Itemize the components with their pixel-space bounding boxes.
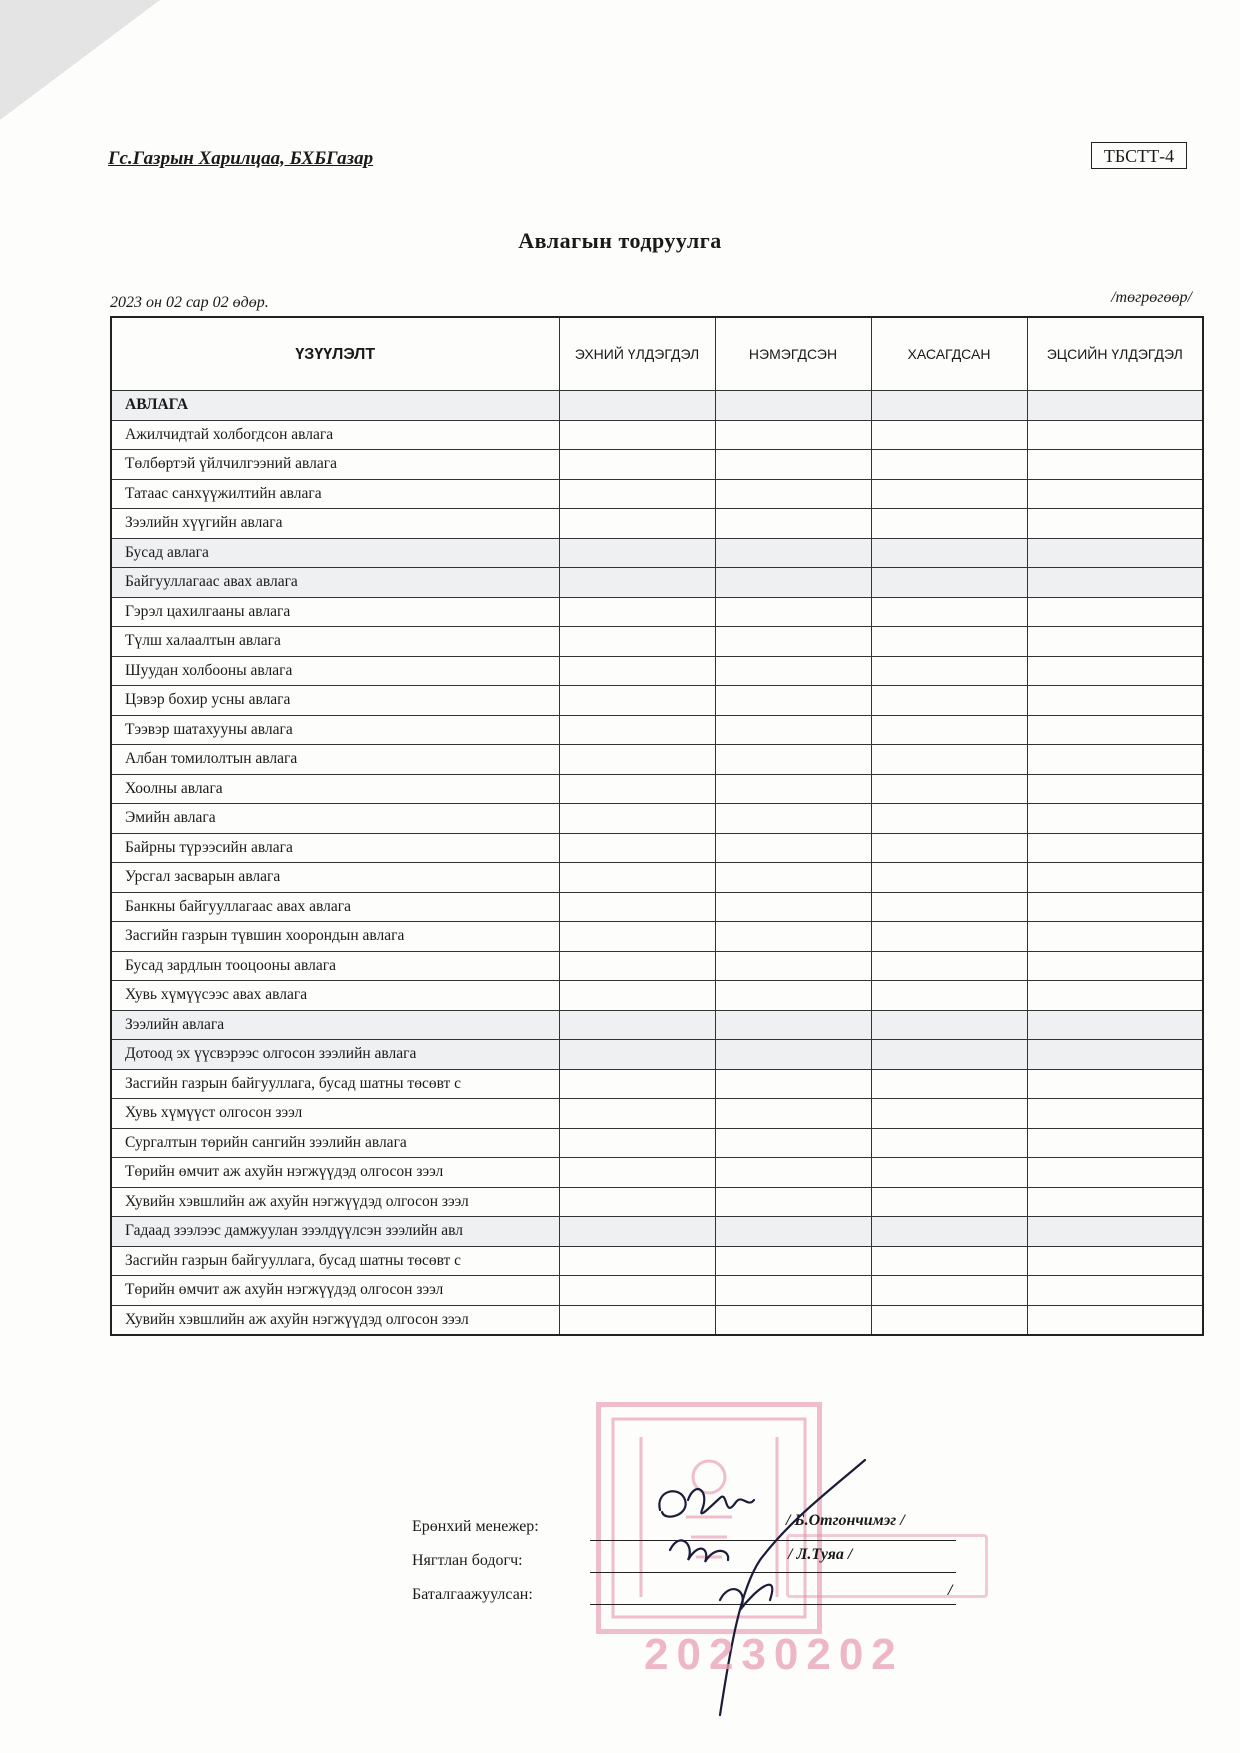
row-label: Бусад авлага	[111, 538, 559, 568]
document-title: Авлагын тодруулга	[518, 228, 722, 253]
cell-decreased	[871, 981, 1027, 1011]
table-row	[111, 627, 1203, 657]
table-row	[111, 833, 1203, 863]
cell-closing	[1027, 420, 1203, 450]
cell-closing	[1027, 804, 1203, 834]
cell-closing	[1027, 627, 1203, 657]
table-row	[111, 1276, 1203, 1306]
cell-opening	[559, 804, 715, 834]
cell-increased	[715, 1158, 871, 1188]
organization-name: Гс.Газрын Харилцаа, БХБГазар	[108, 148, 374, 169]
cell-decreased	[871, 1305, 1027, 1335]
table-row	[111, 863, 1203, 893]
column-header-indicator: ҮЗҮҮЛЭЛТ	[111, 317, 559, 391]
row-label: Татаас санхүүжилтийн авлага	[111, 479, 559, 509]
row-label: Засгийн газрын байгууллага, бусад шатны төсөвт с	[111, 1069, 559, 1099]
manager-name: / Б.Отгончимэг /	[786, 1512, 905, 1529]
cell-increased	[715, 745, 871, 775]
table-row	[111, 1128, 1203, 1158]
row-label: Төлбөртэй үйлчилгээний авлага	[111, 450, 559, 480]
cell-decreased	[871, 922, 1027, 952]
table-row	[111, 892, 1203, 922]
cell-closing	[1027, 479, 1203, 509]
cell-decreased	[871, 804, 1027, 834]
row-label: Хувийн хэвшлийн аж ахуйн нэгжүүдэд олгосон зээл	[111, 1187, 559, 1217]
row-label: Зээлийн хүүгийн авлага	[111, 509, 559, 539]
row-label: Албан томилолтын авлага	[111, 745, 559, 775]
row-label: Байгууллагаас авах авлага	[111, 568, 559, 598]
cell-increased	[715, 509, 871, 539]
cell-opening	[559, 833, 715, 863]
table-row	[111, 1069, 1203, 1099]
cell-opening	[559, 538, 715, 568]
cell-decreased	[871, 538, 1027, 568]
cell-increased	[715, 1010, 871, 1040]
cell-closing	[1027, 568, 1203, 598]
date-stamp: 20230202	[644, 1630, 904, 1679]
cell-closing	[1027, 450, 1203, 480]
cell-closing	[1027, 833, 1203, 863]
row-label: Засгийн газрын түвшин хоорондын авлага	[111, 922, 559, 952]
table-row	[111, 479, 1203, 509]
column-header-closing-balance: ЭЦСИЙН ҮЛДЭГДЭЛ	[1027, 317, 1203, 391]
table-row	[111, 656, 1203, 686]
row-label: Түлш халаалтын авлага	[111, 627, 559, 657]
row-label: Бусад зардлын тооцооны авлага	[111, 951, 559, 981]
table-row	[111, 1158, 1203, 1188]
cell-increased	[715, 981, 871, 1011]
cell-increased	[715, 568, 871, 598]
cell-increased	[715, 804, 871, 834]
cell-opening	[559, 981, 715, 1011]
cell-decreased	[871, 1187, 1027, 1217]
cell-decreased	[871, 627, 1027, 657]
currency-unit: /төгрөгөөр/	[1111, 289, 1192, 306]
row-label: Байрны түрээсийн авлага	[111, 833, 559, 863]
cell-opening	[559, 1246, 715, 1276]
cell-decreased	[871, 420, 1027, 450]
scan-corner-fold	[0, 0, 160, 120]
cell-opening	[559, 656, 715, 686]
cell-opening	[559, 1187, 715, 1217]
cell-increased	[715, 479, 871, 509]
cell-closing	[1027, 715, 1203, 745]
cell-increased	[715, 774, 871, 804]
cell-opening	[559, 1040, 715, 1070]
table-row	[111, 391, 1203, 421]
cell-increased	[715, 863, 871, 893]
cell-decreased	[871, 1040, 1027, 1070]
cell-opening	[559, 922, 715, 952]
manager-label: Ерөнхий менежер:	[412, 1518, 539, 1535]
row-label: Хувийн хэвшлийн аж ахуйн нэгжүүдэд олгосон зээл	[111, 1305, 559, 1335]
cell-increased	[715, 597, 871, 627]
table-row	[111, 597, 1203, 627]
table-row	[111, 922, 1203, 952]
cell-decreased	[871, 1246, 1027, 1276]
table-row	[111, 686, 1203, 716]
cell-increased	[715, 1217, 871, 1247]
cell-opening	[559, 420, 715, 450]
cell-decreased	[871, 686, 1027, 716]
cell-closing	[1027, 509, 1203, 539]
cell-opening	[559, 1099, 715, 1129]
cell-increased	[715, 892, 871, 922]
cell-increased	[715, 1069, 871, 1099]
cell-increased	[715, 686, 871, 716]
cell-opening	[559, 1010, 715, 1040]
cell-decreased	[871, 833, 1027, 863]
cell-closing	[1027, 597, 1203, 627]
row-label: Төрийн өмчит аж ахуйн нэгжүүдэд олгосон зээл	[111, 1158, 559, 1188]
cell-increased	[715, 391, 871, 421]
table-row	[111, 1187, 1203, 1217]
table-row	[111, 745, 1203, 775]
cell-increased	[715, 1276, 871, 1306]
cell-decreased	[871, 597, 1027, 627]
cell-increased	[715, 1305, 871, 1335]
cell-closing	[1027, 1128, 1203, 1158]
cell-increased	[715, 627, 871, 657]
row-label: Зээлийн авлага	[111, 1010, 559, 1040]
cell-opening	[559, 627, 715, 657]
cell-increased	[715, 1128, 871, 1158]
cell-opening	[559, 745, 715, 775]
cell-decreased	[871, 509, 1027, 539]
row-label: Хувь хүмүүсээс авах авлага	[111, 981, 559, 1011]
cell-opening	[559, 509, 715, 539]
cell-decreased	[871, 774, 1027, 804]
row-label: Дотоод эх үүсвэрээс олгосон зээлийн авлага	[111, 1040, 559, 1070]
cell-closing	[1027, 656, 1203, 686]
cell-decreased	[871, 391, 1027, 421]
cell-decreased	[871, 1069, 1027, 1099]
table-row	[111, 420, 1203, 450]
accountant-label: Нягтлан бодогч:	[412, 1552, 523, 1569]
table-row	[111, 715, 1203, 745]
row-label: Гэрэл цахилгааны авлага	[111, 597, 559, 627]
receivables-table	[110, 316, 1204, 1336]
cell-decreased	[871, 1158, 1027, 1188]
cell-decreased	[871, 892, 1027, 922]
cell-closing	[1027, 1069, 1203, 1099]
cell-opening	[559, 597, 715, 627]
cell-decreased	[871, 450, 1027, 480]
table-row	[111, 1217, 1203, 1247]
cell-closing	[1027, 1276, 1203, 1306]
cell-decreased	[871, 1128, 1027, 1158]
table-row	[111, 774, 1203, 804]
cell-closing	[1027, 1040, 1203, 1070]
table-row	[111, 1246, 1203, 1276]
table-row	[111, 509, 1203, 539]
cell-closing	[1027, 538, 1203, 568]
cell-opening	[559, 1305, 715, 1335]
cell-opening	[559, 774, 715, 804]
cell-opening	[559, 1069, 715, 1099]
cell-increased	[715, 538, 871, 568]
cell-opening	[559, 568, 715, 598]
table-row	[111, 568, 1203, 598]
table-row	[111, 450, 1203, 480]
row-label: Шуудан холбооны авлага	[111, 656, 559, 686]
cell-increased	[715, 450, 871, 480]
table-row	[111, 1010, 1203, 1040]
cell-opening	[559, 391, 715, 421]
cell-increased	[715, 1099, 871, 1129]
column-header-increased: НЭМЭГДСЭН	[715, 317, 871, 391]
cell-closing	[1027, 1010, 1203, 1040]
cell-closing	[1027, 774, 1203, 804]
row-label: Банкны байгууллагаас авах авлага	[111, 892, 559, 922]
cell-increased	[715, 1246, 871, 1276]
row-label: Ажилчидтай холбогдсон авлага	[111, 420, 559, 450]
cell-closing	[1027, 1305, 1203, 1335]
table-header-row	[111, 317, 1203, 391]
cell-decreased	[871, 1217, 1027, 1247]
cell-decreased	[871, 1010, 1027, 1040]
cell-decreased	[871, 568, 1027, 598]
column-header-decreased: ХАСАГДСАН	[871, 317, 1027, 391]
table-row	[111, 1040, 1203, 1070]
table-row	[111, 981, 1203, 1011]
cell-closing	[1027, 1217, 1203, 1247]
cell-decreased	[871, 1276, 1027, 1306]
cell-decreased	[871, 863, 1027, 893]
table-row	[111, 538, 1203, 568]
verified-label: Баталгаажуулсан:	[412, 1586, 533, 1603]
cell-increased	[715, 1187, 871, 1217]
cell-increased	[715, 833, 871, 863]
row-label: АВЛАГА	[111, 391, 559, 421]
cell-opening	[559, 1217, 715, 1247]
cell-closing	[1027, 1158, 1203, 1188]
cell-decreased	[871, 479, 1027, 509]
row-label: Тээвэр шатахууны авлага	[111, 715, 559, 745]
row-label: Хувь хүмүүст олгосон зээл	[111, 1099, 559, 1129]
cell-closing	[1027, 981, 1203, 1011]
cell-closing	[1027, 745, 1203, 775]
cell-increased	[715, 922, 871, 952]
row-label: Засгийн газрын байгууллага, бусад шатны төсөвт с	[111, 1246, 559, 1276]
cell-closing	[1027, 686, 1203, 716]
row-label: Хоолны авлага	[111, 774, 559, 804]
cell-opening	[559, 951, 715, 981]
cell-decreased	[871, 1099, 1027, 1129]
row-label: Гадаад зээлээс дамжуулан зээлдүүлсэн зээлийн авл	[111, 1217, 559, 1247]
cell-opening	[559, 686, 715, 716]
cell-increased	[715, 656, 871, 686]
cell-decreased	[871, 715, 1027, 745]
cell-closing	[1027, 863, 1203, 893]
accountant-name: / Л.Туяа /	[788, 1546, 853, 1563]
cell-increased	[715, 951, 871, 981]
row-label: Төрийн өмчит аж ахуйн нэгжүүдэд олгосон зээл	[111, 1276, 559, 1306]
cell-closing	[1027, 1187, 1203, 1217]
table-row	[111, 804, 1203, 834]
cell-opening	[559, 479, 715, 509]
cell-closing	[1027, 951, 1203, 981]
cell-opening	[559, 1276, 715, 1306]
cell-closing	[1027, 892, 1203, 922]
cell-opening	[559, 892, 715, 922]
cell-opening	[559, 715, 715, 745]
table-row	[111, 951, 1203, 981]
cell-opening	[559, 1128, 715, 1158]
column-header-opening-balance: ЭХНИЙ ҮЛДЭГДЭЛ	[559, 317, 715, 391]
cell-closing	[1027, 922, 1203, 952]
cell-increased	[715, 715, 871, 745]
cell-closing	[1027, 1246, 1203, 1276]
cell-decreased	[871, 656, 1027, 686]
cell-opening	[559, 1158, 715, 1188]
table-row	[111, 1305, 1203, 1335]
cell-opening	[559, 450, 715, 480]
row-label: Урсгал засварын авлага	[111, 863, 559, 893]
cell-increased	[715, 420, 871, 450]
cell-closing	[1027, 391, 1203, 421]
document-date: 2023 он 02 сар 02 өдөр.	[110, 294, 269, 311]
row-label: Цэвэр бохир усны авлага	[111, 686, 559, 716]
row-label: Эмийн авлага	[111, 804, 559, 834]
cell-closing	[1027, 1099, 1203, 1129]
row-label: Сургалтын төрийн сангийн зээлийн авлага	[111, 1128, 559, 1158]
cell-increased	[715, 1040, 871, 1070]
form-code-box: ТБСТТ-4	[1091, 142, 1187, 169]
cell-opening	[559, 863, 715, 893]
table-row	[111, 1099, 1203, 1129]
cell-decreased	[871, 745, 1027, 775]
verified-name: /	[948, 1582, 953, 1599]
cell-decreased	[871, 951, 1027, 981]
